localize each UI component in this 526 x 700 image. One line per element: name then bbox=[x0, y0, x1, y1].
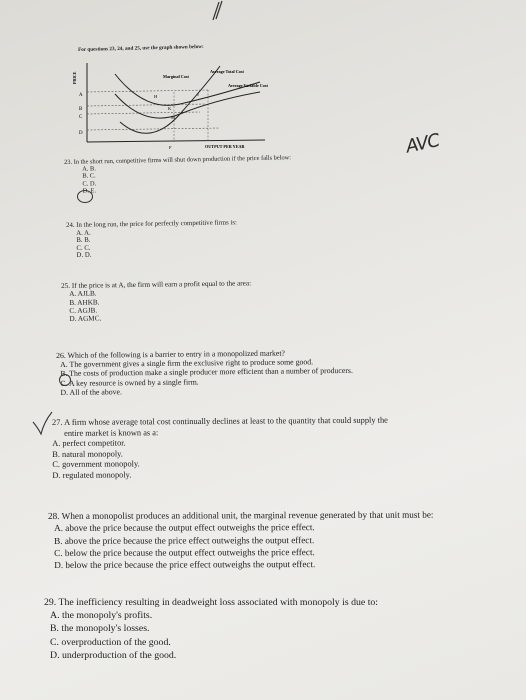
answer-option: B. the monopoly's losses. bbox=[50, 623, 150, 635]
answer-option: C. government monopoly. bbox=[52, 459, 140, 470]
point-label-j: J bbox=[197, 92, 199, 97]
y-axis-label: PRICE bbox=[72, 71, 77, 84]
question-text: 28. When a monopolist produces an additional unit, the marginal revenue generated by that unit must be: bbox=[48, 509, 434, 521]
answer-option: A. A. bbox=[76, 229, 91, 237]
answer-option: D. All of the above. bbox=[60, 387, 122, 397]
answer-circle-mark bbox=[77, 190, 93, 203]
answer-option: A. perfect competitor. bbox=[52, 438, 126, 449]
answer-option: A. the monopoly's profits. bbox=[50, 610, 153, 622]
cost-curves-graph bbox=[60, 54, 300, 164]
answer-option: C. D. bbox=[82, 179, 97, 188]
answer-option: C. AGJB. bbox=[69, 306, 98, 315]
question-25 bbox=[61, 279, 252, 323]
answer-option: B. above the price because the price effect outweighs the output effect. bbox=[54, 534, 315, 546]
answer-option: D. AGMC. bbox=[69, 314, 102, 324]
question-28 bbox=[48, 509, 434, 572]
handwritten-checkmark bbox=[30, 410, 54, 436]
question-text: 23. In the short run, competitive firms will shut down production if the price falls below: bbox=[64, 154, 292, 166]
answer-option: A. AJLB. bbox=[69, 289, 97, 299]
price-label-b: B bbox=[79, 107, 83, 112]
avc-label: Average Variable Cost bbox=[228, 83, 268, 88]
point-label-h: H bbox=[154, 94, 158, 99]
question-text-continued: entire market is known as a: bbox=[64, 427, 159, 438]
point-label-k: K bbox=[168, 106, 172, 111]
answer-option: C. C. bbox=[76, 244, 91, 252]
answer-option: C. overproduction of the good. bbox=[50, 636, 171, 648]
mc-label: Marginal Cost bbox=[163, 74, 189, 79]
answer-option: D. E. bbox=[82, 187, 97, 195]
answer-option: C. below the price because the output effect outweighs the price effect. bbox=[54, 546, 315, 558]
answer-option: B. natural monopoly. bbox=[52, 449, 123, 459]
atc-label: Average Total Cost bbox=[210, 69, 244, 74]
price-line-a bbox=[87, 90, 210, 92]
question-text: 27. A firm whose average total cost continually declines at least to the quantity that could supply the bbox=[52, 415, 388, 427]
answer-option: A. B. bbox=[82, 165, 96, 173]
x-axis bbox=[87, 140, 265, 142]
question-23 bbox=[64, 154, 292, 195]
price-line-d bbox=[87, 128, 220, 130]
answer-option: C. A key resource is owned by a single firm. bbox=[60, 377, 199, 388]
handwritten-margin-note: AVC bbox=[404, 130, 441, 158]
point-label-f: F bbox=[169, 145, 172, 150]
question-text: 25. If the price is at A, the firm will earn a profit equal to the area: bbox=[61, 279, 252, 290]
price-label-a: A bbox=[79, 93, 83, 98]
point-label-m: M bbox=[171, 115, 176, 120]
price-label-d: D bbox=[79, 131, 83, 136]
question-27 bbox=[52, 416, 388, 482]
answer-option: D. below the price because the price effect outweighs the output effect. bbox=[54, 559, 316, 571]
answer-option: D. regulated monopoly. bbox=[52, 470, 132, 480]
question-text: 29. The inefficiency resulting in deadweight loss associated with monopoly is due to: bbox=[44, 597, 379, 608]
question-text: 24. In the long run, the price for perfectly competitive firms is: bbox=[66, 219, 237, 229]
answer-option: D. underproduction of the good. bbox=[50, 649, 177, 661]
price-label-c: C bbox=[79, 115, 83, 120]
x-axis-label: OUTPUT PER YEAR bbox=[205, 144, 245, 149]
question-29 bbox=[44, 596, 378, 662]
answer-option: A. above the price because the output effect outweighs the price effect. bbox=[54, 522, 315, 534]
answer-option: A. The government gives a single firm the exclusive right to produce some good. bbox=[60, 357, 314, 370]
answer-option: B. B. bbox=[76, 236, 91, 245]
answer-option: D. D. bbox=[76, 251, 92, 260]
answer-option: B. The costs of production make a single producer more efficient than a number of producers. bbox=[60, 366, 353, 379]
answer-circle-mark bbox=[59, 374, 71, 386]
answer-option: B. AHKB. bbox=[69, 298, 100, 307]
question-24 bbox=[66, 219, 237, 260]
pen-scribble-mark bbox=[207, 0, 237, 22]
question-text: 26. Which of the following is a barrier to entry in a monopolized market? bbox=[56, 348, 286, 360]
question-26 bbox=[56, 348, 353, 397]
answer-option: B. C. bbox=[82, 172, 96, 181]
graph-instructions: For questions 23, 24, and 25, use the graph shown below: bbox=[78, 43, 204, 53]
